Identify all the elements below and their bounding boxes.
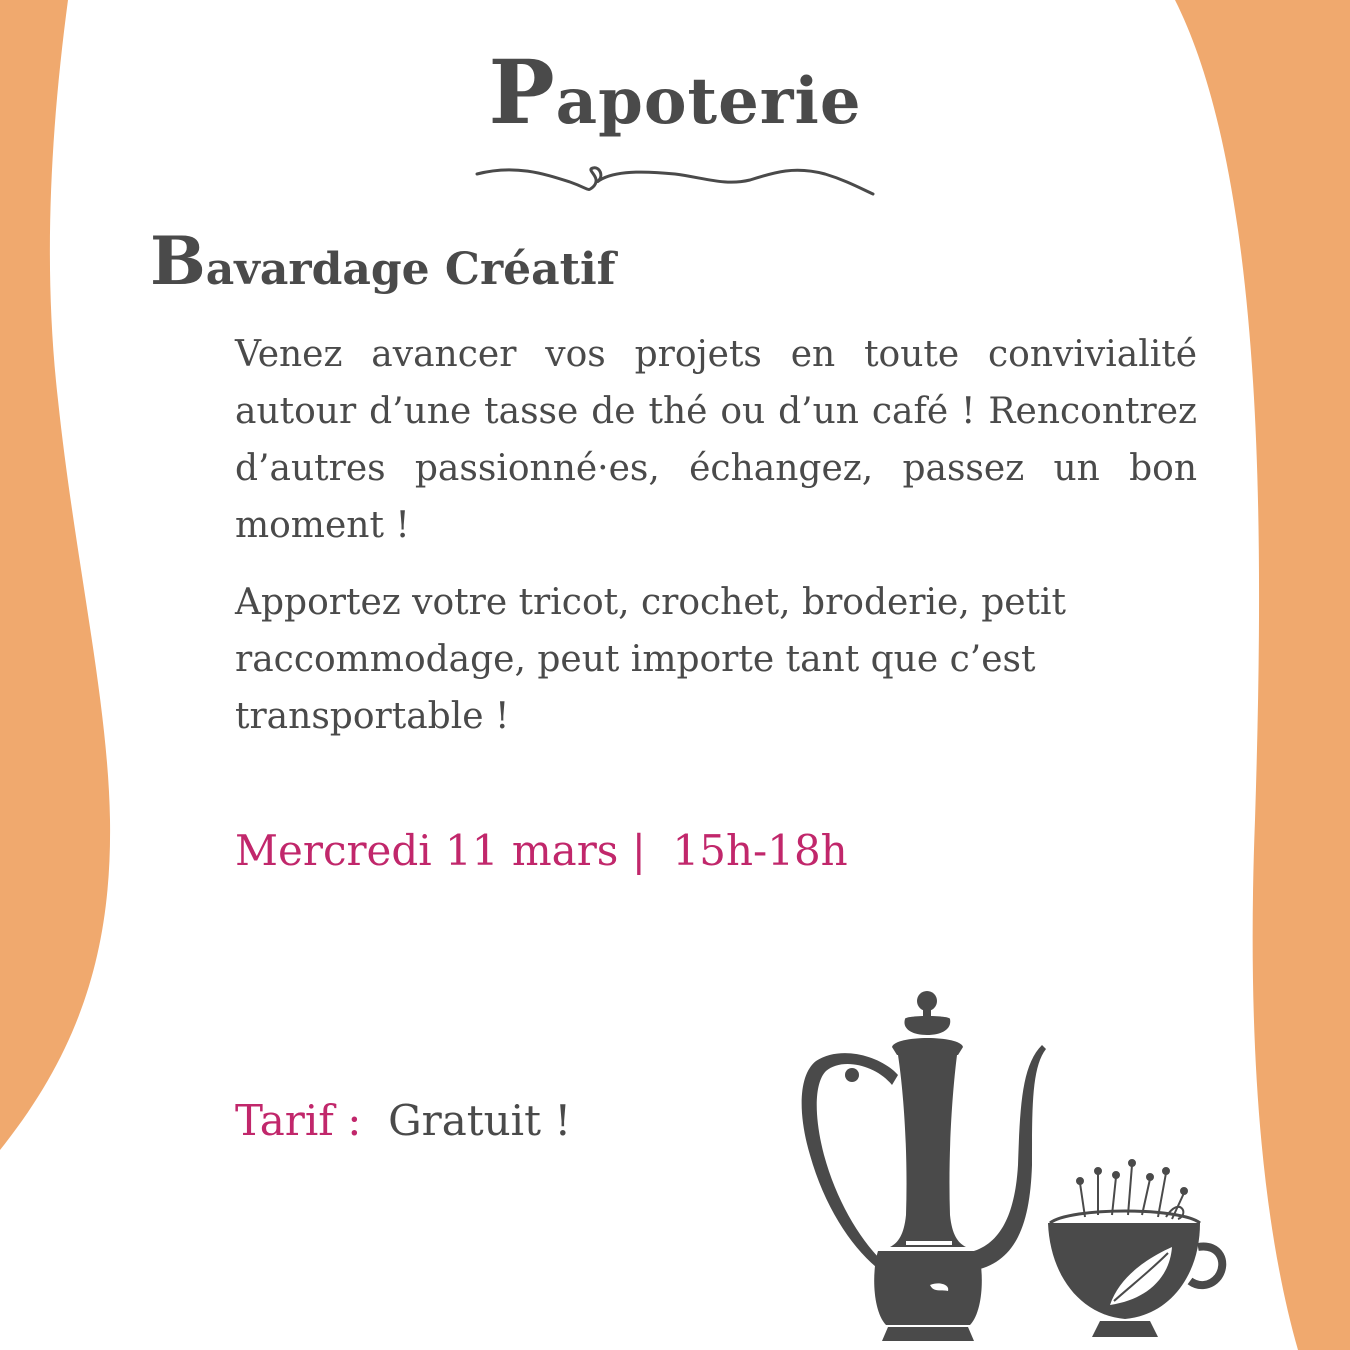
price-line [235, 1096, 571, 1145]
coffee-pot-icon [802, 991, 1046, 1341]
title-initial: P [488, 40, 556, 144]
event-title [150, 222, 616, 300]
title-rest: apoterie [555, 64, 862, 139]
subtitle-rest: avardage Créatif [205, 244, 616, 295]
price-value: Gratuit ! [388, 1096, 572, 1145]
pincushion-cup-icon [1048, 1160, 1222, 1337]
description-paragraph-1: Venez avancer vos projets en toute convivialité autour d’une tasse de thé ou d’un café ! Rencontrez d’autres passionné·es, échangez, passez un bon moment ! [235, 334, 1197, 546]
left-orange-curve [0, 0, 110, 1150]
page-title [0, 40, 1350, 144]
event-date: Mercredi 11 mars | 15h-18h [235, 826, 848, 875]
coffee-pot-and-pincushion-cup-icon [780, 985, 1260, 1350]
subtitle-initial: B [150, 222, 206, 300]
flourish-divider-icon [475, 162, 875, 202]
description-paragraph-2: Apportez votre tricot, crochet, broderie, petit raccommodage, peut importe tant que c’est transportable ! [235, 582, 1067, 737]
price-label: Tarif : [235, 1096, 362, 1145]
